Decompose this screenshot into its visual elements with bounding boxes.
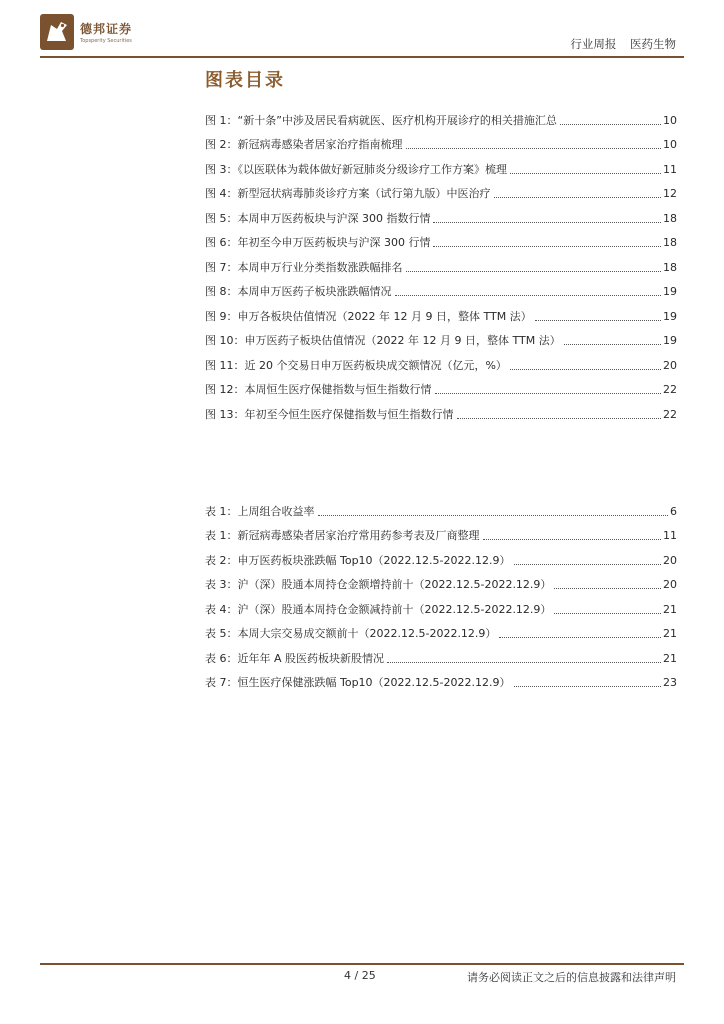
toc-entry-table-5[interactable]	[205, 617, 677, 642]
toc-entry-page: 19	[663, 334, 677, 347]
toc-entry-label: 图 3：《以医联体为载体做好新冠肺炎分级诊疗工作方案》梳理	[205, 162, 507, 176]
toc-entry-figure-8[interactable]	[205, 275, 677, 300]
toc-entry-page: 11	[663, 162, 677, 176]
toc-entry-label: 表 2：申万医药板块涨跌幅 Top10（2022.12.5-2022.12.9）	[205, 553, 511, 567]
table-list	[205, 494, 677, 690]
toc-leader	[510, 173, 661, 174]
toc-entry-page: 22	[663, 407, 677, 421]
toc-entry-label: 表 7：恒生医疗保健涨跌幅 Top10（2022.12.5-2022.12.9）	[205, 676, 511, 689]
toc-leader	[514, 686, 662, 687]
toc-entry-table-3[interactable]	[205, 568, 677, 593]
toc-entry-figure-11[interactable]	[205, 348, 677, 373]
toc-entry-figure-5[interactable]	[205, 201, 677, 226]
toc-leader	[483, 539, 662, 540]
page-number: 4 / 25	[344, 969, 376, 982]
toc-entry-page: 6	[670, 504, 677, 518]
toc-entry-label: 图 5：本周申万医药板块与沪深 300 指数行情	[205, 211, 431, 225]
brand-logo	[40, 14, 150, 50]
toc-leader	[499, 637, 661, 638]
toc-entry-label: 图 7：本周申万行业分类指数涨跌幅排名	[205, 260, 403, 274]
toc-entry-page: 20	[663, 578, 677, 591]
footer-divider	[40, 963, 684, 965]
toc-entry-label: 图 10：申万医药子板块估值情况（2022 年 12 月 9 日，整体 TTM 法）	[205, 334, 561, 347]
toc-entry-page: 18	[663, 260, 677, 274]
toc-leader	[457, 418, 662, 419]
toc-entry-figure-4[interactable]	[205, 177, 677, 202]
toc-entry-label: 表 3：沪（深）股通本周持仓金额增持前十（2022.12.5-2022.12.9）	[205, 578, 552, 591]
toc-entry-figure-6[interactable]	[205, 226, 677, 251]
toc-entry-page: 19	[663, 309, 677, 323]
toc-entry-page: 10	[663, 113, 677, 127]
toc-leader	[554, 588, 661, 589]
toc-entry-table-4[interactable]	[205, 592, 677, 617]
toc-leader	[494, 197, 662, 198]
toc-entry-label: 图 1：“新十条”中涉及居民看病就医、医疗机构开展诊疗的相关措施汇总	[205, 113, 557, 127]
report-sector: 医药生物	[630, 37, 676, 51]
toc-entry-label: 图 4：新型冠状病毒肺炎诊疗方案（试行第九版）中医治疗	[205, 187, 491, 200]
toc-leader	[564, 344, 661, 345]
toc-entry-figure-12[interactable]	[205, 373, 677, 398]
toc-entry-page: 23	[663, 676, 677, 689]
toc-leader	[510, 369, 661, 370]
toc-leader	[318, 515, 669, 516]
toc-entry-label: 表 4：沪（深）股通本周持仓金额减持前十（2022.12.5-2022.12.9）	[205, 602, 552, 616]
toc-leader	[435, 393, 662, 394]
footer-disclaimer: 请务必阅读正文之后的信息披露和法律声明	[467, 971, 676, 984]
toc-entry-label: 图 2：新冠病毒感染者居家治疗指南梳理	[205, 138, 403, 151]
toc-leader	[535, 320, 661, 321]
toc-entry-table-7[interactable]	[205, 666, 677, 691]
toc-entry-table-1[interactable]	[205, 494, 677, 519]
report-category: 行业周报	[570, 37, 617, 51]
toc-leader	[560, 124, 661, 125]
toc-leader	[406, 148, 662, 149]
toc-entry-figure-9[interactable]	[205, 299, 677, 324]
toc-leader	[433, 222, 661, 223]
toc-entry-figure-7[interactable]	[205, 250, 677, 275]
brand-name: 德邦证券	[80, 22, 133, 36]
toc-entry-label: 表 5：本周大宗交易成交额前十（2022.12.5-2022.12.9）	[205, 627, 497, 640]
toc-leader	[433, 246, 661, 247]
toc-leader	[514, 564, 662, 565]
toc-entry-figure-10[interactable]	[205, 324, 677, 349]
toc-entry-page: 12	[663, 187, 677, 200]
toc-entry-table-6[interactable]	[205, 641, 677, 666]
toc-entry-page: 21	[663, 627, 677, 640]
brand-logo-icon	[40, 14, 74, 50]
toc-entry-label: 图 6：年初至今申万医药板块与沪深 300 行情	[205, 236, 431, 249]
toc-leader	[395, 295, 662, 296]
toc-entry-figure-13[interactable]	[205, 397, 677, 422]
toc-entry-page: 18	[663, 211, 677, 225]
toc-entry-label: 表 1：上周组合收益率	[205, 504, 315, 518]
toc-entry-label: 图 8：本周申万医药子板块涨跌幅情况	[205, 285, 392, 298]
toc-entry-label: 图 11：近 20 个交易日申万医药板块成交额情况（亿元，%）	[205, 358, 507, 372]
toc-entry-table-1b[interactable]	[205, 519, 677, 544]
report-header	[560, 36, 676, 52]
toc-entry-page: 11	[663, 529, 677, 542]
toc-entry-page: 20	[663, 358, 677, 372]
toc-leader	[387, 662, 661, 663]
toc-entry-page: 19	[663, 285, 677, 298]
toc-entry-figure-1[interactable]	[205, 103, 677, 128]
figure-list	[205, 103, 677, 422]
toc-entry-page: 21	[663, 602, 677, 616]
brand-name-en: Topsperity Securities	[80, 38, 132, 44]
toc-leader	[554, 613, 661, 614]
toc-entry-label: 图 13：年初至今恒生医疗保健指数与恒生指数行情	[205, 407, 454, 421]
toc-entry-table-2[interactable]	[205, 543, 677, 568]
toc-title: 图表目录	[205, 70, 285, 91]
toc-entry-label: 图 9：申万各板块估值情况（2022 年 12 月 9 日，整体 TTM 法）	[205, 309, 532, 323]
header-divider	[40, 56, 684, 58]
toc-entry-page: 20	[663, 553, 677, 567]
toc-entry-label: 表 6：近年年 A 股医药板块新股情况	[205, 651, 385, 665]
toc-leader	[406, 271, 662, 272]
toc-entry-label: 图 12：本周恒生医疗保健指数与恒生指数行情	[205, 383, 432, 396]
toc-entry-page: 21	[663, 651, 677, 665]
toc-entry-label: 表 1：新冠病毒感染者居家治疗常用药参考表及厂商整理	[205, 529, 480, 542]
toc-entry-page: 18	[663, 236, 677, 249]
toc-entry-page: 22	[663, 383, 677, 396]
toc-entry-figure-2[interactable]	[205, 128, 677, 153]
toc-entry-page: 10	[663, 138, 677, 151]
toc-entry-figure-3[interactable]	[205, 152, 677, 177]
